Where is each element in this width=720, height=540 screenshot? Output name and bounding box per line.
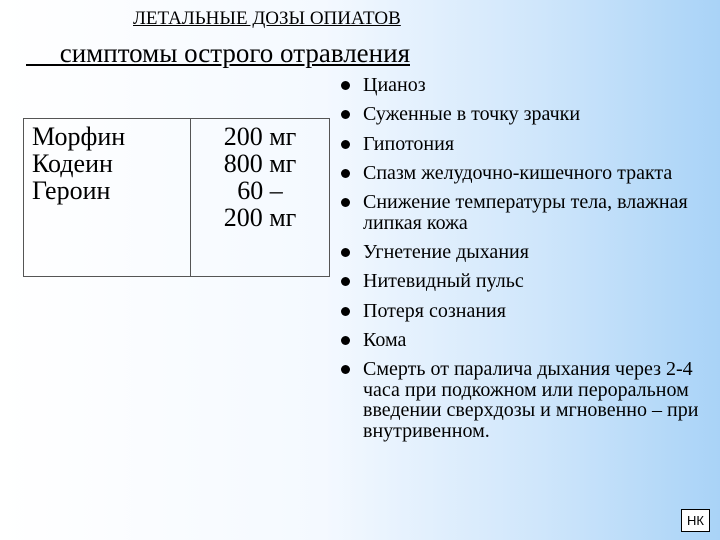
- symptom-text: Гипотония: [363, 132, 455, 155]
- nk-badge: НК: [681, 509, 710, 532]
- symptom-item: [339, 301, 699, 322]
- small-title: ЛЕТАЛЬНЫЕ ДОЗЫ ОПИАТОВ: [133, 8, 401, 29]
- symptom-item: [339, 359, 699, 441]
- symptom-list: [339, 75, 699, 450]
- symptom-text: Угнетение дыхания: [363, 241, 529, 263]
- page-title: симптомы острого отравления: [26, 38, 410, 68]
- dose-value: 200 мг: [223, 122, 297, 151]
- bullet-icon: [341, 140, 350, 149]
- drug-name: Героин: [32, 176, 111, 205]
- drug-name: Морфин: [32, 122, 126, 151]
- drug-name: Кодеин: [32, 149, 113, 178]
- bullet-icon: [341, 248, 350, 257]
- drug-names-cell: [24, 119, 191, 277]
- drug-doses-cell: [191, 119, 330, 277]
- symptom-item: [339, 134, 699, 155]
- symptom-item: [339, 192, 699, 233]
- bullet-icon: [341, 307, 350, 316]
- lethal-doses-table: [23, 118, 330, 277]
- symptom-text: Потеря сознания: [363, 299, 506, 322]
- symptom-text: Нитевидный пульс: [363, 270, 524, 293]
- symptom-text: Суженные в точку зрачки: [363, 103, 581, 126]
- symptom-text: Смерть от паралича дыхания через 2-4 часа при подкожном или пероральном введении сверхдозы и мгновенно – при внутривенном.: [363, 358, 699, 442]
- symptom-text: Цианоз: [363, 74, 426, 96]
- symptom-text: Снижение температуры тела, влажная липкая кожа: [363, 191, 688, 234]
- bullet-icon: [341, 198, 350, 207]
- bullet-icon: [341, 81, 350, 90]
- dose-value: 60 –: [237, 176, 283, 205]
- symptom-item: [339, 104, 699, 125]
- dose-value: 800 мг: [223, 149, 297, 178]
- bullet-icon: [341, 110, 350, 119]
- symptom-item: [339, 242, 699, 263]
- symptom-item: [339, 330, 699, 351]
- symptom-item: [339, 163, 699, 184]
- symptom-text: Спазм желудочно-кишечного тракта: [363, 161, 673, 184]
- dose-value: 200 мг: [223, 203, 297, 232]
- symptom-item: [339, 75, 699, 96]
- bullet-icon: [341, 169, 350, 178]
- bullet-icon: [341, 365, 350, 374]
- symptom-item: [339, 271, 699, 292]
- bullet-icon: [341, 277, 350, 286]
- bullet-icon: [341, 336, 350, 345]
- symptom-text: Кома: [363, 328, 407, 351]
